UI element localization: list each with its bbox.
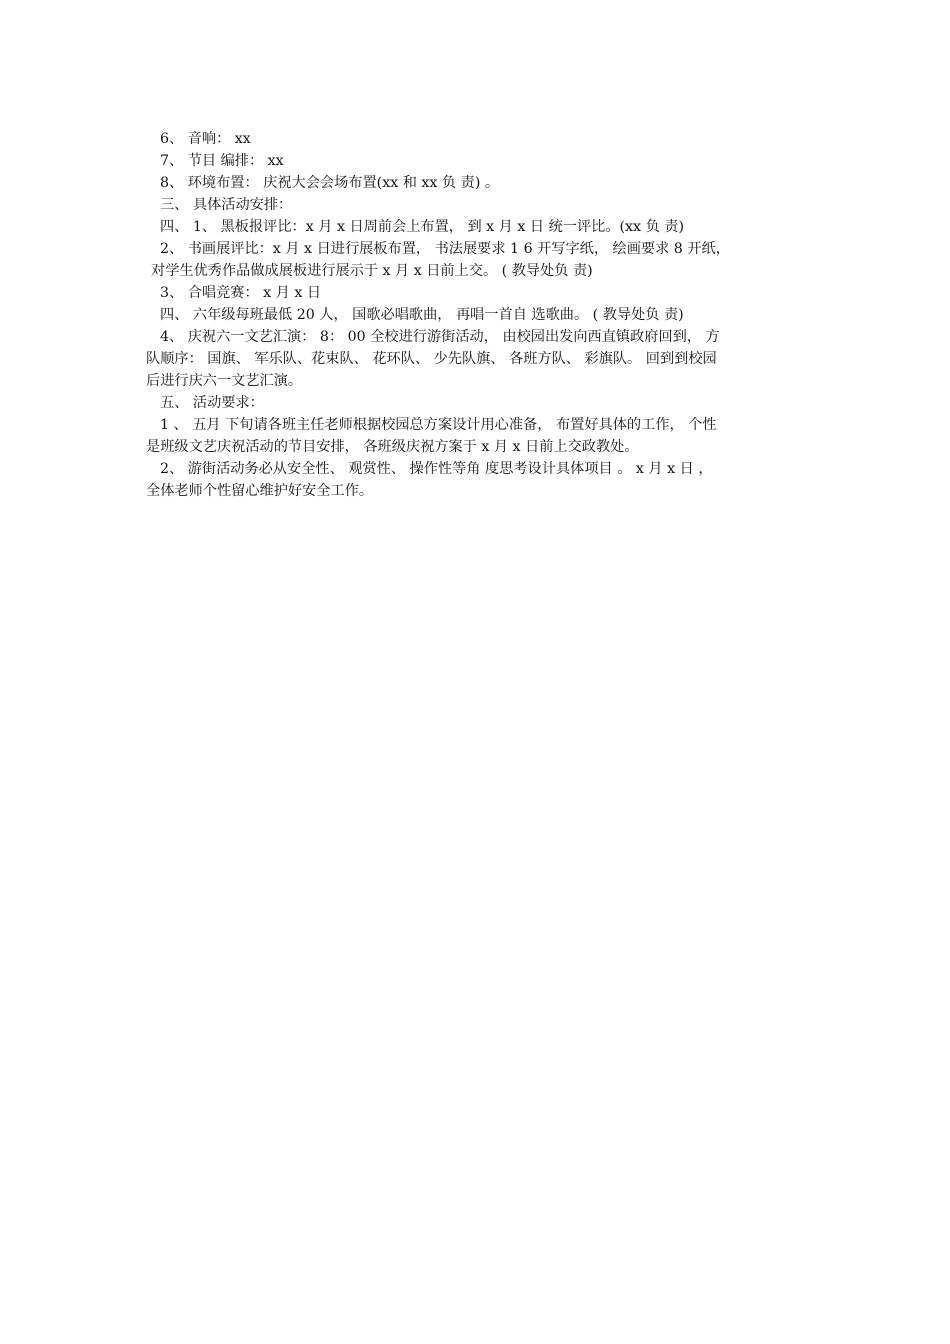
text-line-performance-cont-1: 队顺序： 国旗、 军乐队、花束队、 花环队、 少先队旗、 各班方队、 彩旗队。 回到到校园 [146,351,717,367]
text-line-requirement-1: 1 、 五月 下旬请各班主任老师根据校园总方案设计用心准备， 布置好具体的工作， 个性 [160,417,717,433]
text-line-performance-cont-2: 后进行庆六一文艺汇演。 [146,373,303,389]
text-line-environment: 8、 环境布置： 庆祝大会会场布置(xx 和 xx 负 责) 。 [160,175,500,191]
text-line-requirement-2-cont: 全体老师个性留心维护好安全工作。 [146,483,374,499]
text-line-grade-six: 四、 六年级每班最低 20 人， 国歌必唱歌曲， 再唱一首自 选歌曲。 ( 教导处负 责) [160,307,684,323]
text-line-performance: 4、 庆祝六一文艺汇演： 8： 00 全校进行游街活动， 由校园出发向西直镇政府回到， 方 [160,329,720,345]
text-line-calligraphy-cont: 对学生优秀作品做成展板进行展示于 x 月 x 日前上交。 ( 教导处负 责) [151,263,593,279]
section-heading-activities: 三、 具体活动安排： [160,197,293,213]
text-line-requirement-1-cont: 是班级文艺庆祝活动的节目安排， 各班级庆祝方案于 x 月 x 日前上交政教处。 [146,439,639,455]
text-line-calligraphy: 2、 书画展评比：x 月 x 日进行展板布置， 书法展要求 1 6 开写字纸， 绘画要求 8 开纸， [160,241,730,257]
text-line-program: 7、 节目 编排： xx [160,153,284,169]
text-line-chorus: 3、 合唱竞赛： x 月 x 日 [160,285,322,301]
section-heading-requirements: 五、 活动要求： [160,395,264,411]
text-line-blackboard: 四、 1、 黑板报评比：x 月 x 日周前会上布置， 到 x 月 x 日 统一评比。(xx 负 责) [160,219,684,235]
document-body [146,128,811,502]
text-line-sound: 6、 音响： xx [160,131,251,147]
text-line-requirement-2: 2、 游街活动务必从安全性、 观赏性、 操作性等角 度思考设计具体项目 。 x 月 x 日 ， [160,461,713,477]
